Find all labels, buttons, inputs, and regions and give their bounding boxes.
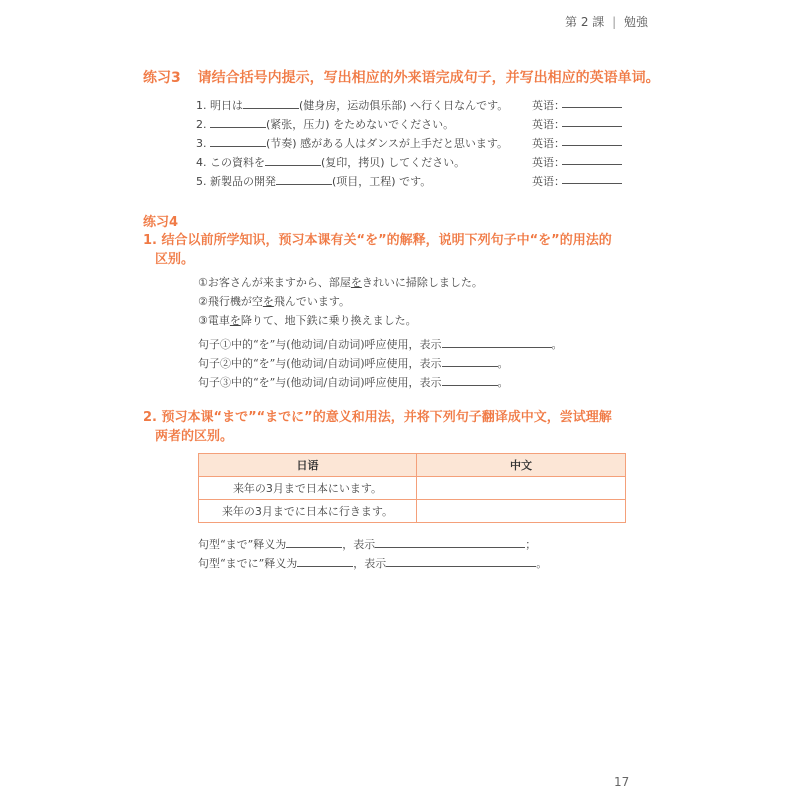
english-answer-line[interactable]	[562, 97, 622, 108]
answer-prompt: 句子①中的“を”与(他动词/自动词)呼应使用，表示	[198, 338, 442, 351]
fill-blank[interactable]	[375, 536, 525, 548]
q1-sentence-3	[198, 312, 417, 328]
english-answer-line[interactable]	[562, 135, 622, 146]
japanese-cell: 来年の3月までに日本に行きます。	[199, 500, 417, 523]
fill-blank[interactable]	[265, 154, 321, 166]
end-mark: 。	[497, 376, 509, 389]
sentence-particle: を	[262, 295, 274, 308]
answer-prompt-2: ，表示	[342, 538, 376, 551]
english-answer-line[interactable]	[562, 173, 622, 184]
answer-prompt: 句型“までに”释义为	[198, 557, 298, 570]
english-label: 英语：	[532, 99, 565, 112]
english-label: 英语：	[532, 118, 565, 131]
header-japanese: 日语	[199, 454, 417, 477]
item-before: 明日は	[210, 99, 243, 112]
page-number: 17	[614, 775, 630, 789]
table-row	[199, 500, 626, 523]
exercise3-heading	[143, 67, 660, 87]
item-after: (复印，拷贝) してください。	[321, 156, 466, 169]
exercise3-instruction: 请结合括号内提示，写出相应的外来语完成句子，并写出相应的英语单词。	[197, 70, 660, 86]
exercise3-tag: 练习3	[143, 70, 181, 86]
fill-blank[interactable]	[210, 135, 266, 147]
ex3-item-5	[196, 173, 431, 189]
table-header-row	[199, 454, 626, 477]
sentence-pre: ②飛行機が空	[198, 295, 263, 308]
japanese-cell: 来年の3月まで日本にいます。	[199, 477, 417, 500]
table-row	[199, 477, 626, 500]
item-after: (节奏) 感がある人はダンスが上手だと思います。	[266, 137, 508, 150]
chinese-answer-cell[interactable]	[417, 500, 626, 523]
item-num: 5.	[196, 175, 207, 188]
ex3-item-3	[196, 135, 508, 151]
answer-prompt: 句子②中的“を”与(他动词/自动词)呼应使用，表示	[198, 357, 442, 370]
end-mark: ；	[525, 538, 537, 551]
item-num: 3.	[196, 137, 207, 150]
exercise4-tag: 练习4	[143, 215, 179, 230]
fill-blank[interactable]	[442, 355, 498, 367]
sentence-particle: を	[350, 276, 362, 289]
end-mark: 。	[536, 557, 548, 570]
fill-blank[interactable]	[442, 374, 498, 386]
item-num: 1.	[196, 99, 207, 112]
item-after: (紧张，压力) をためないでください。	[266, 118, 455, 131]
item-after: (健身房，运动俱乐部) へ行く日なんです。	[299, 99, 509, 112]
sentence-post: 降りて、地下鉄に乗り換えました。	[240, 314, 417, 327]
fill-blank[interactable]	[386, 555, 536, 567]
chinese-answer-cell[interactable]	[417, 477, 626, 500]
sentence-pre: ③電車	[198, 314, 230, 327]
q1-line1: 结合以前所学知识，预习本课有关“を”的解释，说明下列句子中“を”的用法的	[161, 233, 612, 248]
q2-line1: 预习本课“まで”“までに”的意义和用法，并将下列句子翻译成中文，尝试理解	[161, 410, 612, 425]
q1-answer-2	[198, 355, 509, 371]
running-header	[565, 13, 648, 30]
ex3-item-4	[196, 154, 465, 170]
q2-answer-2	[198, 555, 547, 571]
fill-blank[interactable]	[286, 536, 342, 548]
item-num: 4.	[196, 156, 207, 169]
lesson-title: 勉強	[623, 15, 648, 29]
q1-sentence-1	[198, 274, 483, 290]
q2-line2: 两者的区别。	[155, 429, 234, 444]
translation-table	[198, 453, 626, 523]
q1-sentence-2	[198, 293, 350, 309]
item-after: (项目，工程) です。	[332, 175, 432, 188]
fill-blank[interactable]	[276, 173, 332, 185]
english-label: 英语：	[532, 156, 565, 169]
end-mark: 。	[497, 357, 509, 370]
fill-blank[interactable]	[442, 336, 552, 348]
ex4-q2-heading	[143, 406, 612, 425]
q1-num: 1.	[143, 233, 157, 248]
ex4-q1-heading	[143, 229, 612, 248]
q2-num: 2.	[143, 410, 157, 425]
q1-answer-1	[198, 336, 563, 352]
q1-line2: 区别。	[155, 252, 195, 267]
answer-prompt: 句型“まで”释义为	[198, 538, 287, 551]
english-label: 英语：	[532, 137, 565, 150]
item-before: 新製品の開発	[210, 175, 276, 188]
fill-blank[interactable]	[243, 97, 299, 109]
item-before: この資料を	[210, 156, 265, 169]
english-label: 英语：	[532, 175, 565, 188]
chapter-label: 第 2 課	[565, 15, 605, 29]
header-chinese: 中文	[417, 454, 626, 477]
sentence-post: きれいに掃除しました。	[361, 276, 483, 289]
sentence-pre: ①お客さんが来ますから、部屋	[198, 276, 351, 289]
answer-prompt-2: ，表示	[353, 557, 387, 570]
header-separator: |	[612, 15, 617, 29]
ex3-item-1	[196, 97, 508, 113]
end-mark: 。	[551, 338, 563, 351]
sentence-particle: を	[229, 314, 241, 327]
item-num: 2.	[196, 118, 207, 131]
ex3-item-2	[196, 116, 454, 132]
q2-answer-1	[198, 536, 536, 552]
english-answer-line[interactable]	[562, 154, 622, 165]
sentence-post: 飛んでいます。	[273, 295, 350, 308]
fill-blank[interactable]	[210, 116, 266, 128]
fill-blank[interactable]	[297, 555, 353, 567]
q1-answer-3	[198, 374, 509, 390]
answer-prompt: 句子③中的“を”与(他动词/自动词)呼应使用，表示	[198, 376, 442, 389]
english-answer-line[interactable]	[562, 116, 622, 127]
